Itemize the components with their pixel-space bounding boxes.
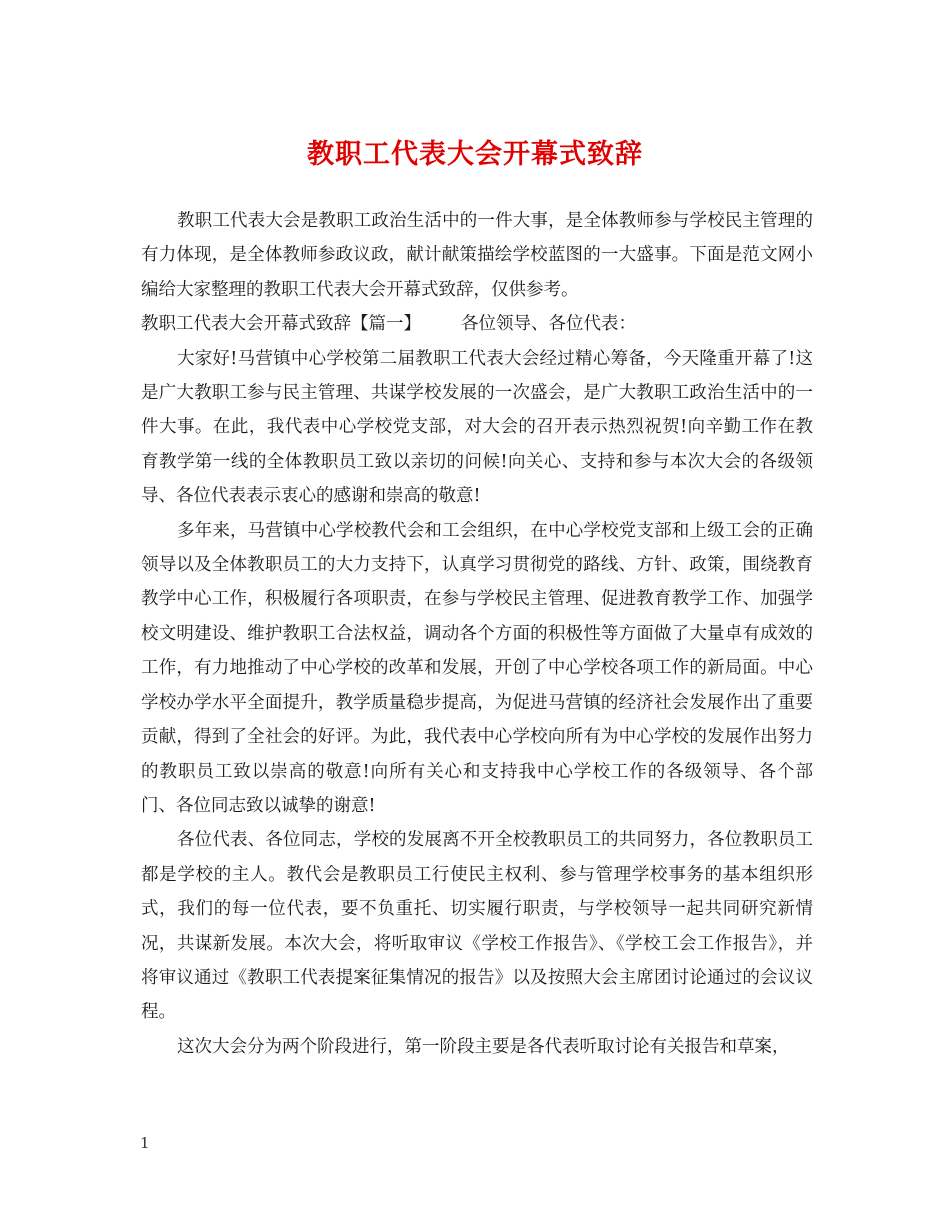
salutation: 各位领导、各位代表： (461, 314, 636, 335)
body-paragraph: 大家好!马营镇中心学校第二届教职工代表大会经过精心筹备，今天隆重开幕了!这是广大教职工参与民主管理、共谋学校发展的一次盛会，是广大教职工政治生活中的一件大事。在此，我代表中心学校党支部，对大会的召开表示热烈祝贺!向辛勤工作在教育教学第一线的全体教职员工致以亲切的问候!向关心、支持和参与本次大会的各级领导、各位代表表示衷心的感谢和崇高的敬意! (141, 348, 813, 507)
body-paragraph: 各位代表、各位同志，学校的发展离不开全校教职员工的共同努力，各位教职员工都是学校的主人。教代会是教职员工行使民主权利、参与管理学校事务的基本组织形式，我们的每一位代表，要不负重托、切实履行职责，与学校领导一起共同研究新情况，共谋新发展。本次大会，将听取审议《学校工作报告》、《学校工会工作报告》，并将审议通过《教职工代表提案征集情况的报告》以及按照大会主席团讨论通过的会议议程。 (141, 830, 813, 1023)
document-body (141, 204, 813, 1064)
section-heading: 教职工代表大会开幕式致辞【篇一】 (141, 314, 421, 335)
body-paragraph: 这次大会分为两个阶段进行，第一阶段主要是各代表听取讨论有关报告和草案， (177, 1036, 790, 1057)
body-paragraph: 多年来，马营镇中心学校教代会和工会组织，在中心学校党支部和上级工会的正确领导以及全体教职员工的大力支持下，认真学习贯彻党的路线、方针、政策，围绕教育教学中心工作，积极履行各项职责，在参与学校民主管理、促进教育教学工作、加强学校文明建设、维护教职工合法权益，调动各个方面的积极性等方面做了大量卓有成效的工作，有力地推动了中心学校的改革和发展，开创了中心学校各项工作的新局面。中心学校办学水平全面提升，教学质量稳步提高，为促进马营镇的经济社会发展作出了重要贡献，得到了全社会的好评。为此，我代表中心学校向所有为中心学校的发展作出努力的教职员工致以崇高的敬意!向所有关心和支持我中心学校工作的各级领导、各个部门、各位同志致以诚挚的谢意! (141, 520, 813, 816)
document-title: 教职工代表大会开幕式致辞 (307, 139, 643, 170)
page-number: 1 (140, 1134, 150, 1152)
intro-paragraph: 教职工代表大会是教职工政治生活中的一件大事，是全体教师参与学校民主管理的有力体现，是全体教师参政议政，献计献策描绘学校蓝图的一大盛事。下面是范文网小编给大家整理的教职工代表大会开幕式致辞，仅供参考。 (141, 211, 813, 300)
section-heading-line (141, 307, 813, 341)
